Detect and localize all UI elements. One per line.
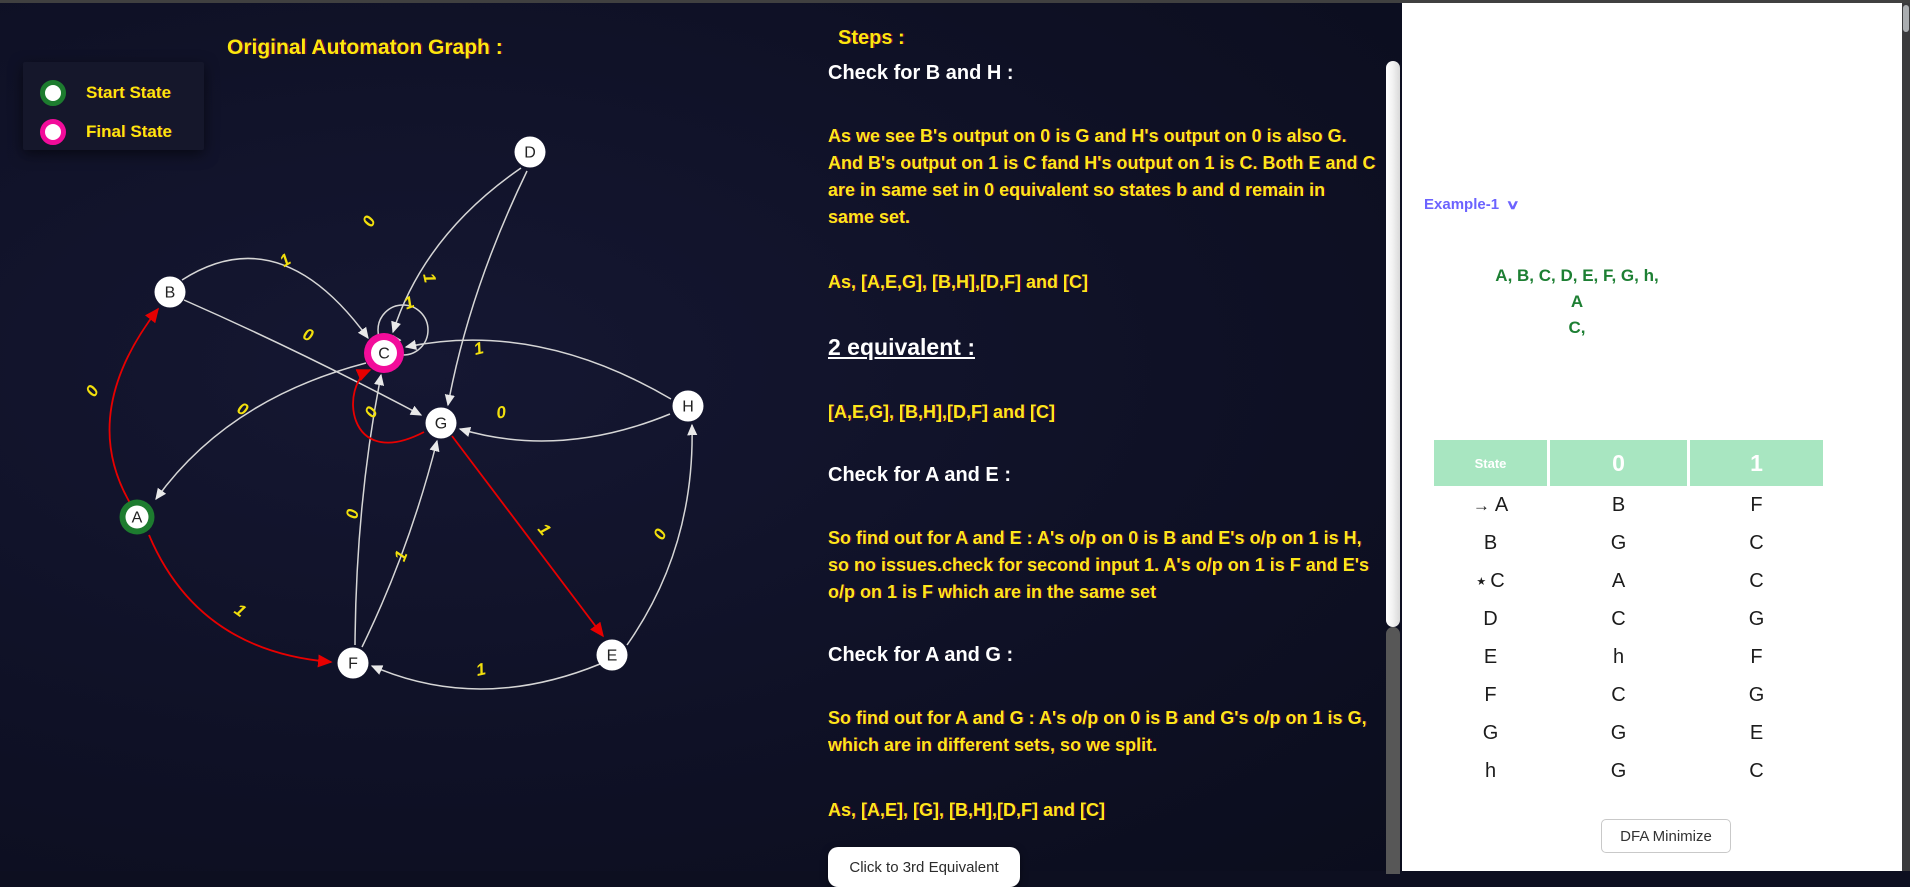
example-selector[interactable] bbox=[1424, 196, 1518, 213]
cell-state: D bbox=[1483, 607, 1498, 630]
steps-block: [A,E,G], [B,H],[D,F] and [C] bbox=[828, 402, 1055, 422]
cell-on1: C bbox=[1749, 569, 1764, 592]
automaton-workspace bbox=[0, 3, 1402, 876]
graph-node-A[interactable] bbox=[120, 500, 155, 535]
table-row bbox=[1434, 600, 1823, 638]
steps-scrollbar-track[interactable] bbox=[1386, 627, 1400, 874]
edge-label-F-G: 1 bbox=[390, 547, 412, 564]
graph-edge-F-G bbox=[362, 441, 437, 647]
node-label-H: H bbox=[682, 398, 694, 416]
edge-label-H-C: 1 bbox=[471, 338, 486, 360]
steps-heading: Steps : bbox=[838, 27, 905, 49]
cell-state: E bbox=[1483, 645, 1498, 668]
graph-node-E[interactable] bbox=[597, 640, 628, 671]
steps-block: As we see B's output on 0 is G and H's output on 0 is also G. And B's output on 1 is C fand H's output on 1 is C. Both E and C are in same set in 0 equivalent so states b and d remain in same set. bbox=[828, 126, 1376, 227]
edge-label-C-A: 0 bbox=[233, 398, 252, 420]
edge-label-A-B: 0 bbox=[81, 382, 103, 401]
transition-table bbox=[1431, 440, 1826, 790]
edge-label-B-C: 1 bbox=[276, 249, 295, 271]
sets-line: A, B, C, D, E, F, G, h, bbox=[1495, 266, 1659, 285]
edge-label-B-G: 0 bbox=[300, 324, 317, 346]
graph-edge-A-B bbox=[110, 309, 158, 503]
header-state: State bbox=[1434, 440, 1547, 486]
cell-state: ★ C bbox=[1476, 569, 1505, 592]
chevron-down-icon: ∨ bbox=[1505, 196, 1520, 212]
table-row bbox=[1434, 676, 1823, 714]
cell-on0: G bbox=[1610, 721, 1627, 744]
edge-label-E-H: 0 bbox=[649, 525, 671, 544]
final-star-icon: ★ bbox=[1476, 575, 1487, 588]
graph-node-B[interactable] bbox=[155, 277, 186, 308]
browser-scrollbar[interactable] bbox=[1902, 3, 1910, 871]
cell-on0: G bbox=[1610, 759, 1627, 782]
cell-on0: A bbox=[1611, 569, 1626, 592]
steps-block: As, [A,E], [G], [B,H],[D,F] and [C] bbox=[828, 800, 1105, 820]
edge-label-D-C: 0 bbox=[358, 212, 380, 231]
steps-panel bbox=[828, 27, 1376, 862]
table-row bbox=[1434, 524, 1823, 562]
cell-on1: E bbox=[1749, 721, 1764, 744]
edge-label-C-C: 1 bbox=[401, 292, 417, 314]
legend-final-label: Final State bbox=[86, 122, 172, 141]
cell-state: F bbox=[1484, 683, 1497, 706]
graph-edge-A-F bbox=[149, 535, 331, 662]
node-label-A: A bbox=[131, 509, 143, 527]
cell-on0: B bbox=[1611, 493, 1626, 516]
graph-node-C[interactable] bbox=[364, 333, 404, 373]
edge-label-D-G: 1 bbox=[419, 271, 440, 285]
example-selector-label: Example-1 bbox=[1424, 196, 1500, 213]
node-label-D: D bbox=[524, 144, 536, 162]
graph-edge-H-G bbox=[460, 414, 670, 441]
browser-scrollbar-thumb[interactable] bbox=[1903, 5, 1909, 32]
edge-label-A-F: 1 bbox=[230, 599, 250, 621]
cell-state: h bbox=[1484, 759, 1497, 782]
sets-line: C, bbox=[1568, 318, 1586, 337]
steps-block: Check for B and H : bbox=[828, 62, 1014, 84]
steps-block: So find out for A and E : A's o/p on 0 is B and E's o/p on 1 is H, so no issues.check for second input 1. A's o/p on 1 is F and E's o/p on 1 is F which are in the same set bbox=[828, 528, 1370, 602]
table-row bbox=[1434, 562, 1823, 600]
table-row bbox=[1434, 714, 1823, 752]
node-label-C: C bbox=[378, 345, 390, 363]
table-header-row bbox=[1434, 440, 1823, 486]
legend-start-label: Start State bbox=[86, 83, 172, 102]
cell-state: B bbox=[1483, 531, 1498, 554]
steps-block: As, [A,E,G], [B,H],[D,F] and [C] bbox=[828, 272, 1088, 292]
edge-label-G-E: 1 bbox=[533, 519, 555, 540]
steps-block: Check for A and E : bbox=[828, 464, 1011, 486]
cell-state: G bbox=[1482, 721, 1499, 744]
graph-node-H[interactable] bbox=[673, 391, 704, 422]
start-arrow-icon: → bbox=[1472, 495, 1490, 515]
table-row bbox=[1434, 752, 1823, 790]
table-row bbox=[1434, 486, 1823, 524]
cell-on0: C bbox=[1611, 683, 1626, 706]
graph-edge-B-C bbox=[182, 258, 368, 338]
steps-block: So find out for A and G : A's o/p on 0 is B and G's o/p on 1 is G, which are in different sets, so we split. bbox=[828, 708, 1367, 755]
node-label-B: B bbox=[164, 284, 176, 302]
steps-scrollbar-thumb[interactable] bbox=[1386, 61, 1400, 627]
cell-on1: F bbox=[1750, 493, 1763, 516]
graph-node-F[interactable] bbox=[338, 648, 369, 679]
edge-label-E-F: 1 bbox=[474, 659, 488, 680]
graph-edge-D-G bbox=[448, 171, 527, 405]
cell-on1: G bbox=[1748, 683, 1765, 706]
header-input-1: 1 bbox=[1690, 440, 1823, 486]
cell-on1: G bbox=[1748, 607, 1765, 630]
cell-on0: h bbox=[1612, 645, 1625, 668]
cell-on1: C bbox=[1749, 759, 1764, 782]
graph-edge-C-A bbox=[156, 363, 366, 499]
automaton-graph-canvas[interactable] bbox=[0, 3, 820, 871]
steps-block: Check for A and G : bbox=[828, 644, 1014, 666]
node-label-G: G bbox=[434, 415, 448, 433]
window-top-strip bbox=[0, 0, 1910, 3]
transition-table-panel bbox=[1402, 3, 1902, 871]
cell-on1: C bbox=[1749, 531, 1764, 554]
edge-label-G-G: 0 bbox=[360, 403, 382, 422]
current-sets-text bbox=[1402, 263, 1752, 341]
cell-on1: F bbox=[1750, 645, 1763, 668]
dfa-minimize-button[interactable]: DFA Minimize bbox=[1601, 819, 1731, 853]
table-row bbox=[1434, 638, 1823, 676]
graph-node-D[interactable] bbox=[515, 137, 546, 168]
node-label-F: F bbox=[348, 655, 358, 673]
header-input-0: 0 bbox=[1550, 440, 1687, 486]
sets-line: A bbox=[1570, 292, 1584, 311]
cell-on0: G bbox=[1610, 531, 1627, 554]
edge-label-H-G: 0 bbox=[495, 402, 508, 423]
steps-block: 2 equivalent : bbox=[828, 334, 975, 360]
graph-edge-H-C bbox=[406, 340, 671, 399]
cell-state: → A bbox=[1472, 493, 1509, 516]
next-equivalent-button[interactable]: Click to 3rd Equivalent bbox=[828, 847, 1020, 887]
edge-label-F-C: 0 bbox=[342, 507, 363, 521]
cell-on0: C bbox=[1611, 607, 1626, 630]
node-label-E: E bbox=[606, 647, 618, 665]
graph-node-G[interactable] bbox=[426, 408, 457, 439]
graph-edge-G-E bbox=[452, 436, 603, 636]
steps-blocks bbox=[828, 62, 1376, 824]
graph-title: Original Automaton Graph : bbox=[227, 36, 503, 59]
